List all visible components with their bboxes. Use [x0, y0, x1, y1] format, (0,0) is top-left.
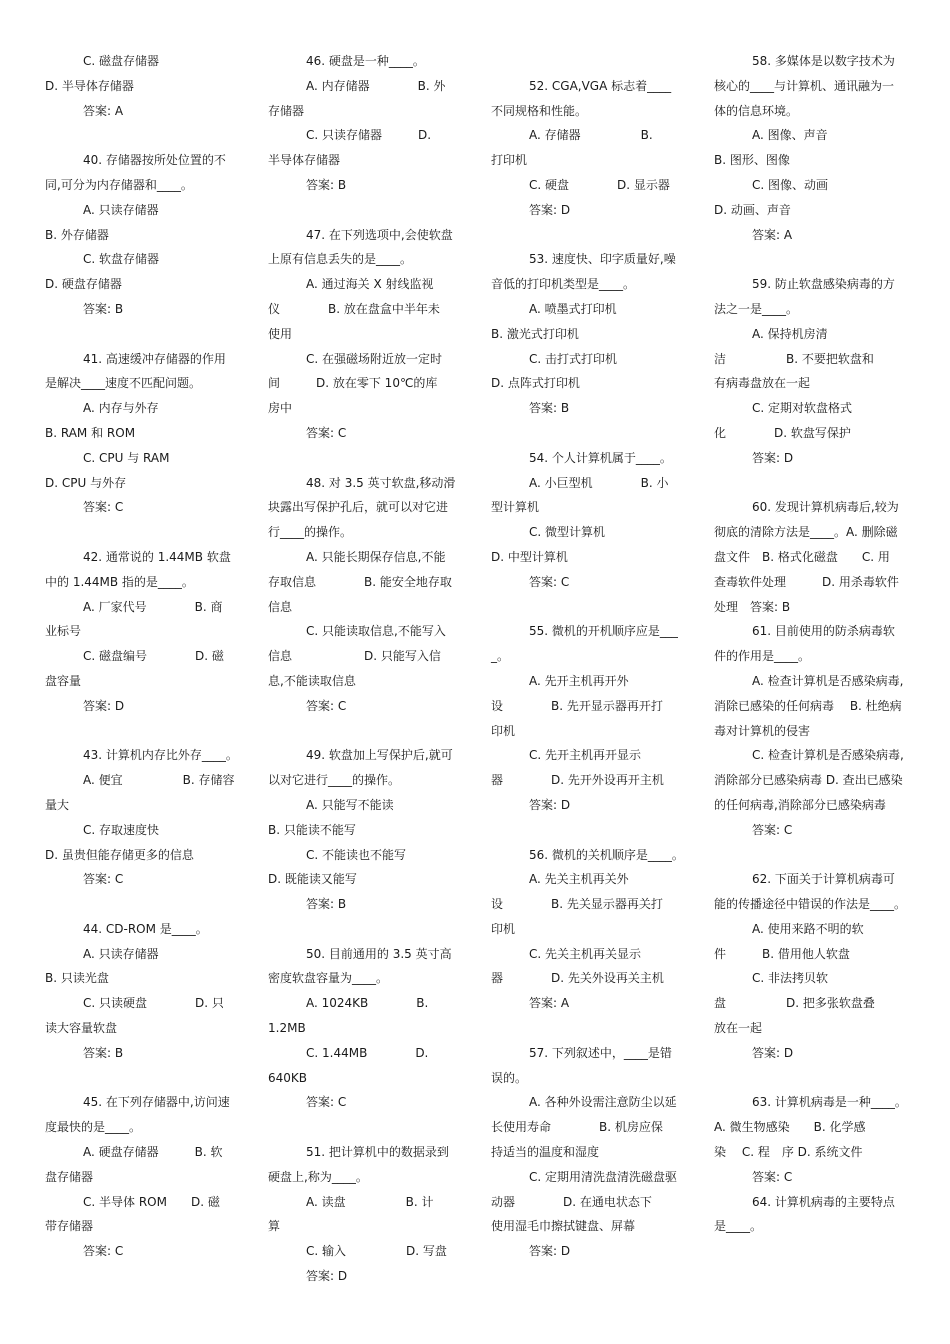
- text-line: A. 内存储器 B. 外: [306, 78, 446, 93]
- text-line: 量大: [45, 797, 70, 812]
- text-line: C. 微型计算机: [529, 525, 606, 540]
- text-line: 答案: D: [752, 450, 794, 465]
- text-line: C. CPU 与 RAM: [83, 450, 170, 465]
- text-line: 打印机: [491, 153, 528, 168]
- text-line: 答案: D: [529, 202, 571, 217]
- text-line: 答案: C: [83, 1244, 124, 1259]
- text-line: 型计算机: [491, 500, 540, 515]
- text-line: A. 便宜 B. 存储容: [83, 773, 235, 788]
- text-line: A. 各种外设需注意防尘以延: [529, 1095, 677, 1110]
- column-1: [45, 49, 237, 1264]
- text-line: 毒对计算机的侵害: [714, 723, 811, 738]
- text-line: B. 只读光盘: [45, 971, 109, 986]
- text-line: 同,可分为内存储器和____。: [45, 177, 193, 192]
- text-line: 持适当的温度和湿度: [491, 1145, 600, 1160]
- text-line: C. 1.44MB D.: [306, 1045, 429, 1060]
- text-line: 件的作用是____。: [714, 649, 811, 664]
- text-line: 1.2MB: [268, 1021, 306, 1036]
- text-line: C. 先关主机再关显示: [529, 946, 642, 961]
- text-line: B. 图形、图像: [714, 153, 790, 168]
- text-line: 50. 目前通用的 3.5 英寸高: [306, 946, 452, 961]
- text-line: 答案: D: [752, 1045, 794, 1060]
- text-line: 640KB: [268, 1070, 308, 1085]
- text-line: 47. 在下列选项中,会使软盘: [306, 227, 453, 242]
- text-line: 设 B. 先开显示器再开打: [491, 698, 663, 713]
- text-line: 带存储器: [45, 1219, 94, 1234]
- text-line: 动器 D. 在通电状态下: [491, 1194, 652, 1209]
- text-line: 58. 多媒体是以数字技术为: [752, 54, 895, 68]
- text-line: 信息 D. 只能写入信: [268, 649, 441, 664]
- text-line: 设 B. 先关显示器再关打: [491, 897, 663, 912]
- text-line: 间 D. 放在零下 10℃的库: [268, 376, 438, 391]
- text-line: 45. 在下列存储器中,访问速: [83, 1095, 230, 1110]
- text-line: 放在一起: [714, 1021, 763, 1036]
- text-line: A. 保持机房清: [752, 326, 828, 341]
- text-line: 不同规格和性能。: [491, 103, 588, 118]
- text-line: 仪 B. 放在盘盒中半年未: [268, 301, 440, 316]
- text-line: 答案: A: [83, 103, 124, 118]
- text-line: 答案: B: [83, 1045, 124, 1060]
- text-line: 盘文件 B. 格式化磁盘 C. 用: [714, 549, 890, 564]
- text-line: 使用湿毛巾擦拭键盘、屏幕: [491, 1219, 636, 1234]
- blank-line: [45, 719, 237, 744]
- text-line: A. 厂家代号 B. 商: [83, 599, 223, 614]
- text-line: B. 外存储器: [45, 227, 109, 242]
- blank-line: [491, 421, 683, 446]
- text-line: 62. 下面关于计算机病毒可: [752, 872, 895, 887]
- text-line: 半导体存储器: [268, 153, 341, 168]
- blank-line: [268, 198, 460, 223]
- text-line: 59. 防止软盘感染病毒的方: [752, 277, 895, 292]
- text-line: 器 D. 先开外设再开主机: [491, 773, 664, 788]
- text-line: D. 虽贵但能存储更多的信息: [45, 847, 194, 862]
- text-line: 44. CD-ROM 是____。: [83, 921, 208, 936]
- text-line: A. 喷墨式打印机: [529, 301, 617, 316]
- text-line: C. 定期用清洗盘清洗磁盘驱: [529, 1169, 678, 1184]
- text-line: C. 输入 D. 写盘: [306, 1244, 447, 1259]
- text-line: 读大容量软盘: [45, 1021, 118, 1036]
- text-line: 使用: [268, 326, 293, 341]
- text-line: 行____的操作。: [268, 525, 353, 540]
- text-line: C. 不能读也不能写: [306, 847, 407, 862]
- text-line: A. 内存与外存: [83, 401, 159, 416]
- text-line: 误的。: [491, 1070, 528, 1085]
- text-line: D. CPU 与外存: [45, 475, 127, 490]
- column-2: [268, 49, 460, 1289]
- text-line: 43. 计算机内存比外存____。: [83, 748, 238, 763]
- text-line: A. 检查计算机是否感染病毒,: [752, 673, 904, 688]
- text-line: 55. 微机的开机顺序应是___: [529, 624, 678, 639]
- text-line: C. 非法拷贝软: [752, 971, 829, 986]
- text-line: 处理 答案: B: [714, 599, 791, 614]
- text-line: A. 先开主机再开外: [529, 673, 629, 688]
- text-line: C. 只能读取信息,不能写入: [306, 624, 446, 639]
- text-line: 度最快的是____。: [45, 1120, 142, 1135]
- text-line: C. 软盘存储器: [83, 252, 160, 267]
- text-line: 答案: C: [752, 1169, 793, 1184]
- text-line: 存储器: [268, 103, 305, 118]
- text-line: 息,不能读取信息: [268, 673, 356, 688]
- text-line: 消除已感染的任何病毒 B. 杜绝病: [714, 698, 902, 713]
- text-line: 49. 软盘加上写保护后,就可: [306, 748, 453, 763]
- text-line: 块露出写保护孔后，就可以对它进: [268, 500, 449, 515]
- text-line: 答案: C: [83, 872, 124, 887]
- text-line: 48. 对 3.5 英寸软盘,移动滑: [306, 475, 456, 490]
- text-line: 答案: B: [529, 401, 570, 416]
- blank-line: [45, 322, 237, 347]
- text-line: A. 小巨型机 B. 小: [529, 475, 669, 490]
- text-line: 答案: C: [306, 698, 347, 713]
- text-line: C. 在强磁场附近放一定时: [306, 351, 443, 366]
- text-line: 63. 计算机病毒是一种____。: [752, 1095, 907, 1110]
- text-line: 52. CGA,VGA 标志着____: [529, 78, 672, 93]
- text-line: 信息: [268, 599, 293, 614]
- text-line: 答案: B: [306, 177, 347, 192]
- blank-line: [268, 917, 460, 942]
- text-line: C. 只读硬盘 D. 只: [83, 996, 224, 1011]
- text-line: 印机: [491, 723, 516, 738]
- text-line: 是____。: [714, 1219, 763, 1234]
- text-line: D. 点阵式打印机: [491, 376, 580, 391]
- text-line: A. 只读存储器: [83, 202, 159, 217]
- text-line: 件 B. 借用他人软盘: [714, 946, 850, 961]
- text-line: 体的信息环境。: [714, 103, 799, 118]
- text-line: B. 激光式打印机: [491, 326, 579, 341]
- text-line: 业标号: [45, 624, 82, 639]
- text-line: 答案: B: [83, 301, 124, 316]
- text-line: 答案: C: [752, 822, 793, 837]
- blank-line: [714, 1066, 906, 1091]
- text-line: 化 D. 软盘写保护: [714, 425, 851, 440]
- text-line: A. 只能长期保存信息,不能: [306, 549, 446, 564]
- blank-line: [491, 595, 683, 620]
- text-line: A. 使用来路不明的软: [752, 921, 864, 936]
- blank-line: [714, 471, 906, 496]
- text-line: 答案: C: [83, 500, 124, 515]
- text-line: D. 中型计算机: [491, 549, 568, 564]
- text-line: 41. 高速缓冲存储器的作用: [83, 351, 226, 366]
- text-line: 51. 把计算机中的数据录到: [306, 1145, 449, 1160]
- text-line: A. 读盘 B. 计: [306, 1194, 434, 1209]
- text-line: 54. 个人计算机属于____。: [529, 450, 672, 465]
- text-line: 40. 存储器按所处位置的不: [83, 153, 226, 168]
- text-line: 法之一是____。: [714, 301, 799, 316]
- text-line: C. 只读存储器 D.: [306, 128, 432, 143]
- text-line: 61. 目前使用的防杀病毒软: [752, 624, 895, 639]
- text-line: A. 硬盘存储器 B. 软: [83, 1145, 223, 1160]
- text-line: 的任何病毒,消除部分已感染病毒: [714, 797, 886, 812]
- text-line: 音低的打印机类型是____。: [491, 277, 636, 292]
- blank-line: [714, 843, 906, 868]
- text-line: 有病毒盘放在一起: [714, 376, 811, 391]
- text-line: 硬盘上,称为____。: [268, 1169, 368, 1184]
- text-line: _。: [491, 649, 510, 664]
- text-line: A. 通过海关 X 射线监视: [306, 277, 434, 292]
- text-line: 是解决____速度不匹配问题。: [45, 376, 202, 391]
- text-line: 答案: D: [306, 1269, 348, 1284]
- column-4: [714, 49, 906, 1239]
- text-line: D. 既能读又能写: [268, 872, 357, 887]
- column-3: [491, 49, 683, 1264]
- text-line: 长使用寿命 B. 机房应保: [491, 1120, 663, 1135]
- text-line: 算: [268, 1219, 281, 1234]
- blank-line: [45, 123, 237, 148]
- blank-line: [45, 892, 237, 917]
- text-line: C. 定期对软盘格式: [752, 401, 853, 416]
- text-line: C. 检查计算机是否感染病毒,: [752, 748, 904, 763]
- text-line: 64. 计算机病毒的主要特点: [752, 1194, 895, 1209]
- text-line: 答案: C: [529, 574, 570, 589]
- text-line: 房中: [268, 401, 293, 416]
- text-line: B. 只能读不能写: [268, 822, 356, 837]
- text-line: 存取信息 B. 能安全地存取: [268, 574, 452, 589]
- text-line: C. 磁盘编号 D. 磁: [83, 649, 224, 664]
- blank-line: [45, 520, 237, 545]
- text-line: 器 D. 先关外设再关主机: [491, 971, 664, 986]
- text-line: A. 只读存储器: [83, 946, 159, 961]
- text-line: 56. 微机的关机顺序是____。: [529, 847, 684, 862]
- text-line: 答案: A: [752, 227, 793, 242]
- blank-line: [491, 49, 683, 74]
- text-line: 洁 B. 不要把软盘和: [714, 351, 874, 366]
- text-line: 60. 发现计算机病毒后,较为: [752, 500, 899, 515]
- text-line: A. 1024KB B.: [306, 996, 429, 1011]
- text-line: C. 硬盘 D. 显示器: [529, 177, 670, 192]
- text-line: 答案: A: [529, 996, 570, 1011]
- text-line: 以对它进行____的操作。: [268, 773, 401, 788]
- blank-line: [268, 1115, 460, 1140]
- text-line: 盘存储器: [45, 1169, 94, 1184]
- text-line: 上原有信息丢失的是____。: [268, 252, 413, 267]
- text-line: 42. 通常说的 1.44MB 软盘: [83, 549, 231, 564]
- text-line: 印机: [491, 921, 516, 936]
- blank-line: [268, 719, 460, 744]
- text-line: 答案: B: [306, 897, 347, 912]
- text-line: 核心的____与计算机、通讯融为一: [714, 78, 895, 93]
- text-line: A. 存储器 B.: [529, 128, 653, 143]
- text-line: C. 先开主机再开显示: [529, 748, 642, 763]
- text-line: 答案: C: [306, 1095, 347, 1110]
- text-line: C. 存取速度快: [83, 822, 160, 837]
- blank-line: [491, 818, 683, 843]
- text-line: 答案: C: [306, 425, 347, 440]
- text-line: D. 硬盘存储器: [45, 277, 122, 292]
- text-line: D. 半导体存储器: [45, 78, 134, 93]
- text-line: 查毒软件处理 D. 用杀毒软件: [714, 574, 899, 589]
- text-line: C. 击打式打印机: [529, 351, 618, 366]
- blank-line: [491, 223, 683, 248]
- text-line: 46. 硬盘是一种____。: [306, 54, 425, 68]
- text-line: 答案: D: [83, 698, 125, 713]
- text-line: 答案: D: [529, 797, 571, 812]
- text-line: 消除部分已感染病毒 D. 查出已感染: [714, 773, 903, 788]
- text-line: A. 只能写不能读: [306, 797, 394, 812]
- text-line: B. RAM 和 ROM: [45, 425, 136, 440]
- text-line: 57. 下列叙述中，____是错: [529, 1045, 672, 1060]
- blank-line: [268, 446, 460, 471]
- text-line: A. 先关主机再关外: [529, 872, 629, 887]
- blank-line: [491, 1016, 683, 1041]
- text-line: 盘 D. 把多张软盘叠: [714, 996, 875, 1011]
- text-line: 53. 速度快、印字质量好,噪: [529, 252, 676, 267]
- text-line: 能的传播途径中错误的作法是____。: [714, 897, 907, 912]
- text-line: C. 磁盘存储器: [83, 54, 160, 68]
- text-line: C. 半导体 ROM D. 磁: [83, 1194, 220, 1209]
- text-line: 彻底的清除方法是____。A. 删除磁: [714, 525, 898, 540]
- text-line: D. 动画、声音: [714, 202, 791, 217]
- blank-line: [45, 1066, 237, 1091]
- text-line: 中的 1.44MB 指的是____。: [45, 574, 194, 589]
- text-line: 染 C. 程 序 D. 系统文件: [714, 1145, 863, 1160]
- text-line: C. 图像、动画: [752, 177, 829, 192]
- text-line: 答案: D: [529, 1244, 571, 1259]
- text-line: 密度软盘容量为____。: [268, 971, 389, 986]
- text-line: A. 微生物感染 B. 化学感: [714, 1120, 866, 1135]
- text-line: A. 图像、声音: [752, 128, 828, 143]
- text-line: 盘容量: [45, 673, 82, 688]
- blank-line: [714, 247, 906, 272]
